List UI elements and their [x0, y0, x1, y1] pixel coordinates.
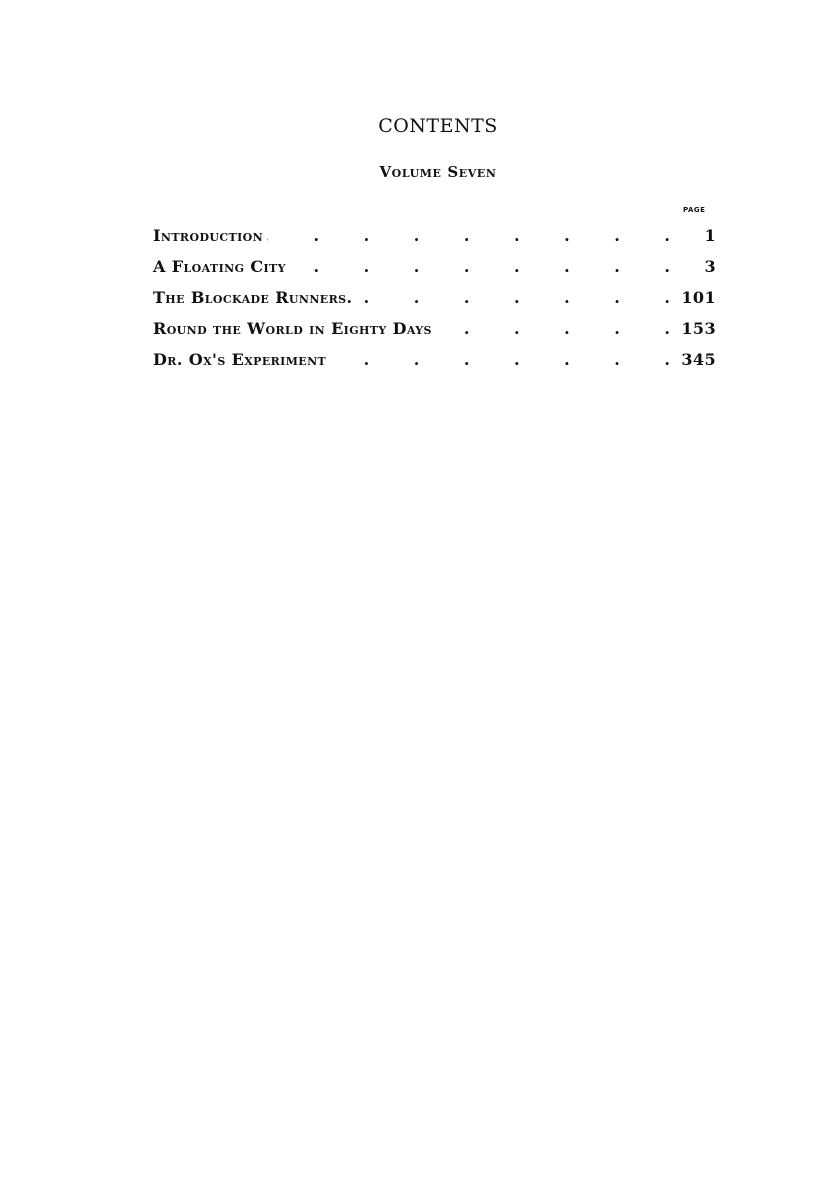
toc-entry-title: Dr. Ox's Experiment	[153, 348, 330, 372]
volume-heading: Volume Seven	[379, 163, 497, 181]
dot-leader	[267, 224, 670, 248]
dot-leader	[436, 317, 670, 341]
contents-heading: CONTENTS	[378, 115, 498, 137]
toc-entry-page-number: 3	[670, 255, 716, 279]
toc-entry-the-blockade-runners[interactable]	[153, 286, 716, 317]
table-of-contents	[153, 224, 716, 379]
toc-entry-page-number: 345	[670, 348, 716, 372]
dot-leader	[356, 286, 670, 310]
toc-entry-page-number: 153	[670, 317, 716, 341]
toc-entry-round-the-world[interactable]	[153, 317, 716, 348]
toc-entry-title: Introduction	[153, 224, 267, 248]
toc-entry-page-number: 101	[670, 286, 716, 310]
toc-entry-title: A Floating City	[153, 255, 290, 279]
toc-entry-dr-ox-experiment[interactable]	[153, 348, 716, 379]
toc-entry-introduction[interactable]	[153, 224, 716, 255]
dot-leader	[330, 348, 670, 372]
toc-entry-title: Round the World in Eighty Days	[153, 317, 436, 341]
toc-entry-page-number: 1	[670, 224, 716, 248]
toc-entry-title: The Blockade Runners.	[153, 286, 356, 310]
page-column-label: PAGE	[683, 206, 706, 214]
toc-entry-a-floating-city[interactable]	[153, 255, 716, 286]
dot-leader	[290, 255, 670, 279]
